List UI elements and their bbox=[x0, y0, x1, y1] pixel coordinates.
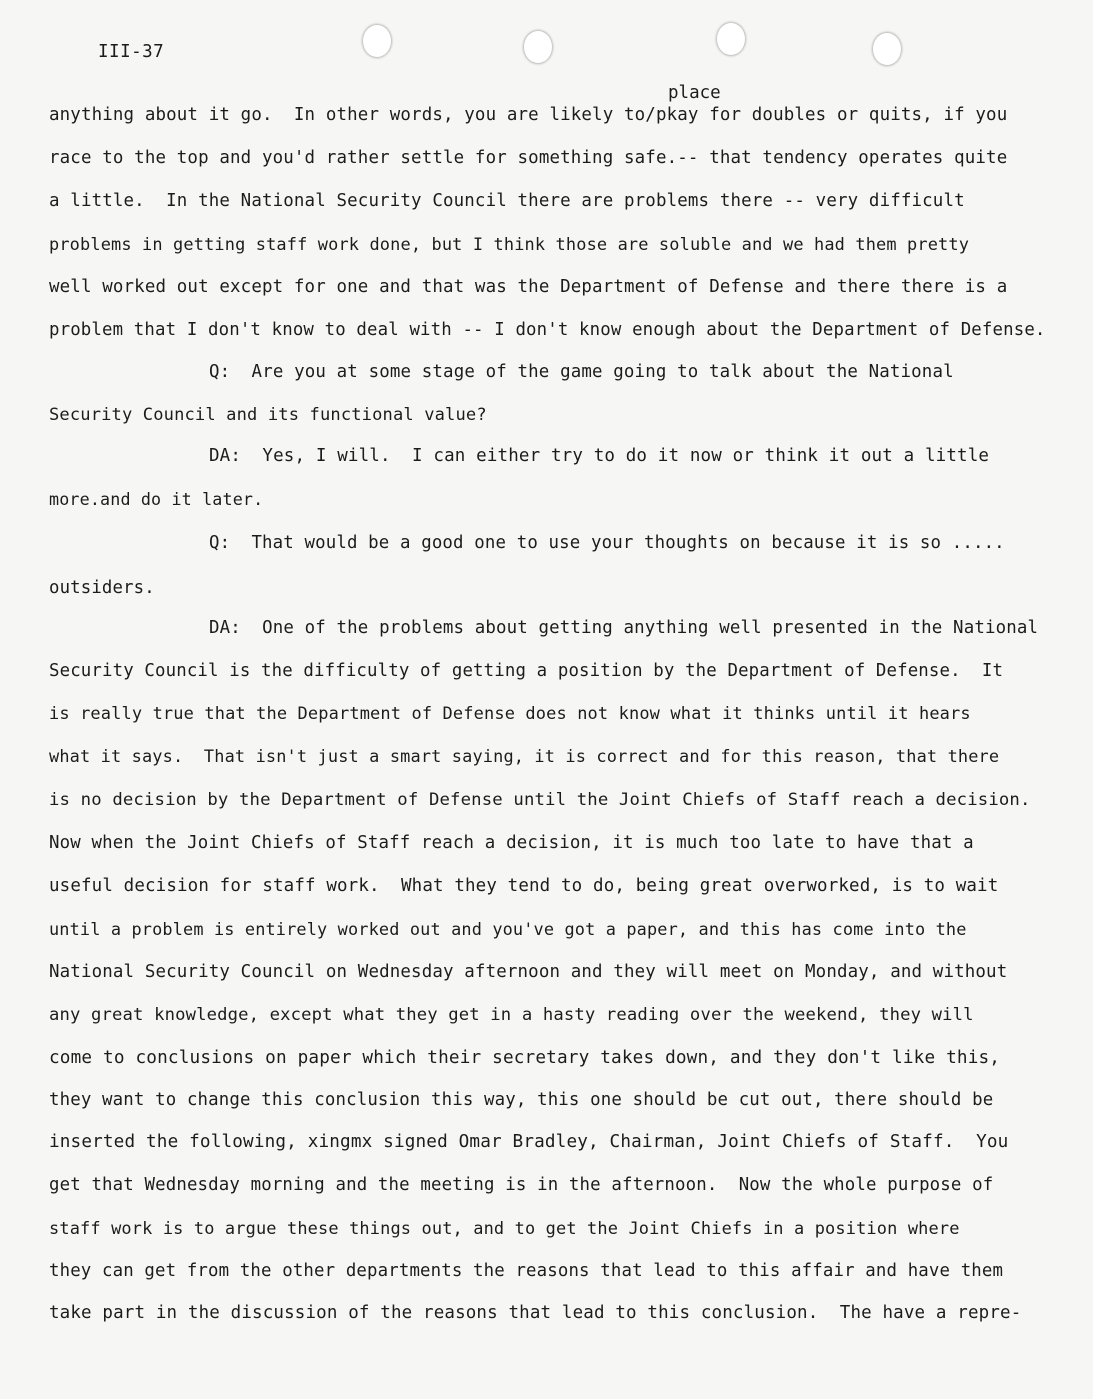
text-line: problem that I don't know to deal with -- I don't know enough about the Department of Defense. bbox=[49, 320, 1046, 340]
punch-hole bbox=[362, 24, 392, 58]
punch-hole bbox=[872, 32, 902, 66]
text-line: Now when the Joint Chiefs of Staff reach a decision, it is much too late to have that a bbox=[49, 833, 974, 853]
handwritten-insertion: place bbox=[668, 83, 721, 103]
text-line: inserted the following, xingmx signed Omar Bradley, Chairman, Joint Chiefs of Staff. You bbox=[49, 1132, 1009, 1152]
text-line: come to conclusions on paper which their secretary takes down, and they don't like this, bbox=[49, 1048, 1001, 1068]
punch-hole bbox=[716, 22, 746, 56]
text-line: get that Wednesday morning and the meeting is in the afternoon. Now the whole purpose of bbox=[49, 1175, 994, 1195]
text-line: outsiders. bbox=[49, 578, 155, 598]
page-number: III-37 bbox=[98, 42, 165, 62]
text-line: they can get from the other departments the reasons that lead to this affair and have them bbox=[49, 1261, 1004, 1281]
text-line: Security Council is the difficulty of getting a position by the Department of Defense. It bbox=[49, 661, 1004, 681]
text-line: National Security Council on Wednesday afternoon and they will meet on Monday, and without bbox=[49, 962, 1008, 982]
text-line: until a problem is entirely worked out and you've got a paper, and this has come into the bbox=[49, 919, 967, 939]
text-line: more.and do it later. bbox=[49, 489, 264, 509]
text-line: a little. In the National Security Council there are problems there -- very difficult bbox=[49, 191, 965, 211]
text-line: well worked out except for one and that was the Department of Defense and there there is a bbox=[49, 277, 1008, 297]
answer-line: DA: Yes, I will. I can either try to do it now or think it out a little bbox=[209, 446, 990, 466]
text-line: is really true that the Department of Defense does not know what it thinks until it hears bbox=[49, 703, 971, 723]
text-line: they want to change this conclusion this way, this one should be cut out, there should be bbox=[49, 1090, 994, 1110]
question-line: Q: Are you at some stage of the game going to talk about the National bbox=[209, 362, 954, 382]
text-line: Security Council and its functional value? bbox=[49, 405, 487, 425]
text-line: anything about it go. In other words, you are likely to/pkay for doubles or quits, if you bbox=[49, 105, 1008, 125]
text-line: problems in getting staff work done, but I think those are soluble and we had them pretty bbox=[49, 234, 970, 254]
text-line: what it says. That isn't just a smart saying, it is correct and for this reason, that there bbox=[49, 746, 1000, 766]
text-line: race to the top and you'd rather settle for something safe.-- that tendency operates quite bbox=[49, 148, 1008, 168]
punch-hole bbox=[523, 30, 553, 64]
answer-line: DA: One of the problems about getting anything well presented in the National bbox=[209, 618, 1039, 638]
text-line: useful decision for staff work. What they tend to do, being great overworked, is to wait bbox=[49, 876, 999, 896]
text-line: take part in the discussion of the reasons that lead to this conclusion. The have a repre- bbox=[49, 1303, 1022, 1323]
text-line: any great knowledge, except what they get in a hasty reading over the weekend, they will bbox=[49, 1005, 974, 1025]
text-line: staff work is to argue these things out, and to get the Joint Chiefs in a position where bbox=[49, 1218, 960, 1238]
text-line: is no decision by the Department of Defense until the Joint Chiefs of Staff reach a decision. bbox=[49, 790, 1031, 810]
question-line: Q: That would be a good one to use your thoughts on because it is so ..... bbox=[209, 533, 1005, 553]
